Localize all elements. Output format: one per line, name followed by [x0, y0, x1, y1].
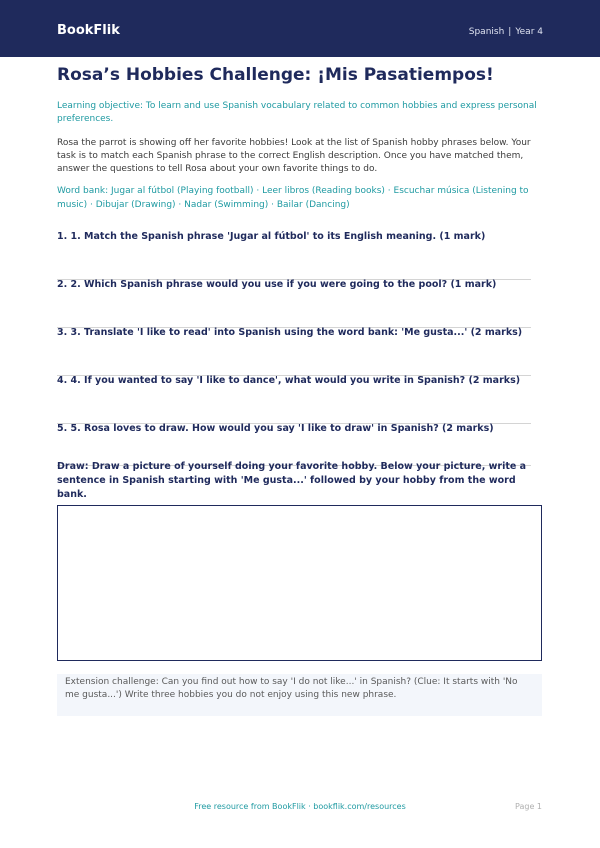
question-5: 5. 5. Rosa loves to draw. How would you say 'I like to draw' in Spanish? (2 marks) [57, 423, 494, 434]
draw-prompt: Draw: Draw a picture of yourself doing your favorite hobby. Below your picture, write a sentence in Spanish starting with 'Me gusta...' followed by your hobby from the word bank. [57, 461, 527, 500]
subject-year-label [469, 27, 543, 37]
word-bank: Word bank: Jugar al fútbol (Playing football) · Leer libros (Reading books) · Escuchar música (Listening to music) · Dibujar (Drawing) · Nadar (Swimming) · Bailar (Dancing) [57, 186, 529, 210]
question-1: 1. 1. Match the Spanish phrase 'Jugar al fútbol' to its English meaning. (1 mark) [57, 231, 486, 242]
page-number: Page 1 [515, 802, 542, 811]
question-3: 3. 3. Translate 'I like to read' into Spanish using the word bank: 'Me gusta...' (2 marks) [57, 327, 523, 338]
intro-paragraph: Rosa the parrot is showing off her favorite hobbies! Look at the list of Spanish hobby phrases below. Your task is to match each Spanish phrase to the correct English description. Once you have matched them, answer the questions to tell Rosa about your own favorite things to do. [57, 138, 531, 174]
header-bar [0, 0, 600, 57]
drawing-area[interactable] [57, 505, 542, 661]
separator: | [508, 27, 512, 37]
year-label: Year 4 [515, 27, 543, 37]
question-4: 4. 4. If you wanted to say 'I like to dance', what would you write in Spanish? (2 marks) [57, 375, 521, 386]
question-2: 2. 2. Which Spanish phrase would you use if you were going to the pool? (1 mark) [57, 279, 497, 290]
brand-logo-text: BookFlik [57, 23, 120, 38]
learning-objective: Learning objective: To learn and use Spanish vocabulary related to common hobbies and express personal preferences. [57, 101, 537, 124]
footer-link[interactable]: Free resource from BookFlik · bookflik.com/resources [194, 802, 406, 811]
worksheet-title: Rosa’s Hobbies Challenge: ¡Mis Pasatiempos! [57, 65, 494, 85]
extension-challenge: Extension challenge: Can you find out how to say 'I do not like...' in Spanish? (Clue: It starts with 'No me gusta...') Write three hobbies you do not enjoy using this new phrase. [57, 674, 542, 716]
subject-label: Spanish [468, 27, 505, 37]
